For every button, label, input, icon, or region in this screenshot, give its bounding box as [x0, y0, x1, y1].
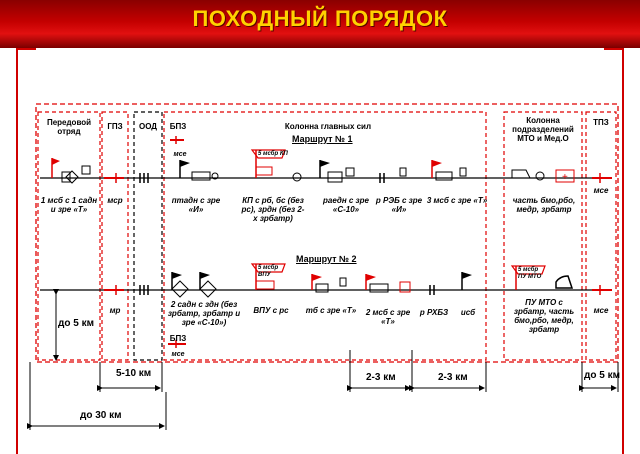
header-advance: Передовой отряд	[46, 118, 92, 136]
zone-gpz	[102, 112, 128, 360]
dist-2-3-a: 2-3 км	[366, 372, 396, 383]
label-isb: исб	[460, 308, 476, 317]
tpz2-symbol	[592, 285, 612, 295]
label-gpz2-unit: мр	[109, 306, 121, 315]
gpz1-symbol	[104, 173, 124, 183]
label-reb: р РЭБ с зрe «И»	[375, 196, 423, 214]
msb3-symbol	[432, 160, 466, 180]
dist-up-to-5: до 5 км	[58, 318, 94, 329]
label-bpz-bottom: БПЗ	[169, 334, 187, 343]
header-tpz: ТПЗ	[593, 118, 609, 127]
header-gpz: ГПЗ	[107, 122, 123, 131]
label-gpz1-unit: мср	[107, 196, 123, 205]
raedn-symbol	[320, 160, 354, 182]
label-tpz2-unit: мсе	[593, 306, 609, 315]
label-kp-unit: КП с рб, бс (без рс), зрдн (без 2-х зрбатр)	[241, 196, 305, 223]
label-mse-top: мсе	[173, 151, 187, 158]
gpz2-symbol	[104, 285, 124, 295]
header-bpz-top: БПЗ	[169, 122, 187, 131]
header-ood: ООД	[138, 122, 158, 131]
ptadn-symbol	[180, 160, 218, 180]
route2-title: Маршрут № 2	[296, 254, 357, 264]
label-advance-unit: 1 мсб с 1 садн и зрe «Т»	[40, 196, 98, 214]
label-mto2-unit: ПУ МТО с зрбатр, часть бмо,рбо, медр, зрбатр	[513, 298, 575, 334]
msb2-symbol	[366, 274, 410, 292]
label-msb2: 2 мсб с зрe «Т»	[365, 308, 411, 326]
bpz-top-symbol	[170, 136, 184, 144]
dist-5-10: 5-10 км	[116, 368, 152, 379]
route1-title: Маршрут № 1	[292, 134, 353, 144]
label-raedn: раедн с зрe «С-10»	[323, 196, 369, 214]
label-mto1-unit: часть бмо,рбо, медр, зрбатр	[512, 196, 576, 214]
label-vpu-unit: ВПУ с рс	[253, 306, 289, 315]
dim-2-3-a	[350, 350, 412, 392]
label-ptadn: птадн с зрe «И»	[171, 196, 221, 214]
label-mse-bottom: мсе	[171, 351, 185, 358]
dist-up-to-5-right: до 5 км	[584, 370, 620, 381]
dist-2-3-b: 2-3 км	[438, 372, 468, 383]
tpz1-symbol	[592, 173, 612, 183]
label-tpz1-unit: мсе	[593, 186, 609, 195]
vpu-tag: 5 мсбр ВПУ	[258, 265, 279, 278]
svg-text:+: +	[562, 172, 568, 183]
header-mto: Колонна подразделений МТО и Мед.О	[512, 116, 574, 143]
label-tb: тб с зрe «Т»	[305, 306, 357, 315]
dist-up-to-30: до 30 км	[80, 410, 122, 421]
advance-flag-symbol	[52, 158, 90, 183]
mto1-symbol	[512, 170, 574, 183]
reb-symbol	[380, 168, 406, 183]
label-sadn: 2 садн с здн (без зрбатр, зрбатр и зрe «С-10»)	[167, 300, 241, 327]
zone-ood	[134, 112, 162, 360]
mto2-tag: 5 мсбр ПУ МТО	[518, 267, 542, 280]
label-rkhbz: р РХБЗ	[419, 308, 449, 317]
label-msb3: 3 мсб с зрe «Т»	[426, 196, 488, 205]
kp-tag: 5 мсбр КП	[258, 151, 288, 157]
tb-symbol	[312, 274, 346, 292]
header-main-column: Колонна главных сил	[284, 122, 372, 131]
page-title: ПОХОДНЫЙ ПОРЯДОК	[192, 6, 448, 31]
isb-symbol	[462, 272, 472, 290]
sadn-symbol	[172, 272, 216, 297]
zone-tpz	[586, 112, 616, 360]
